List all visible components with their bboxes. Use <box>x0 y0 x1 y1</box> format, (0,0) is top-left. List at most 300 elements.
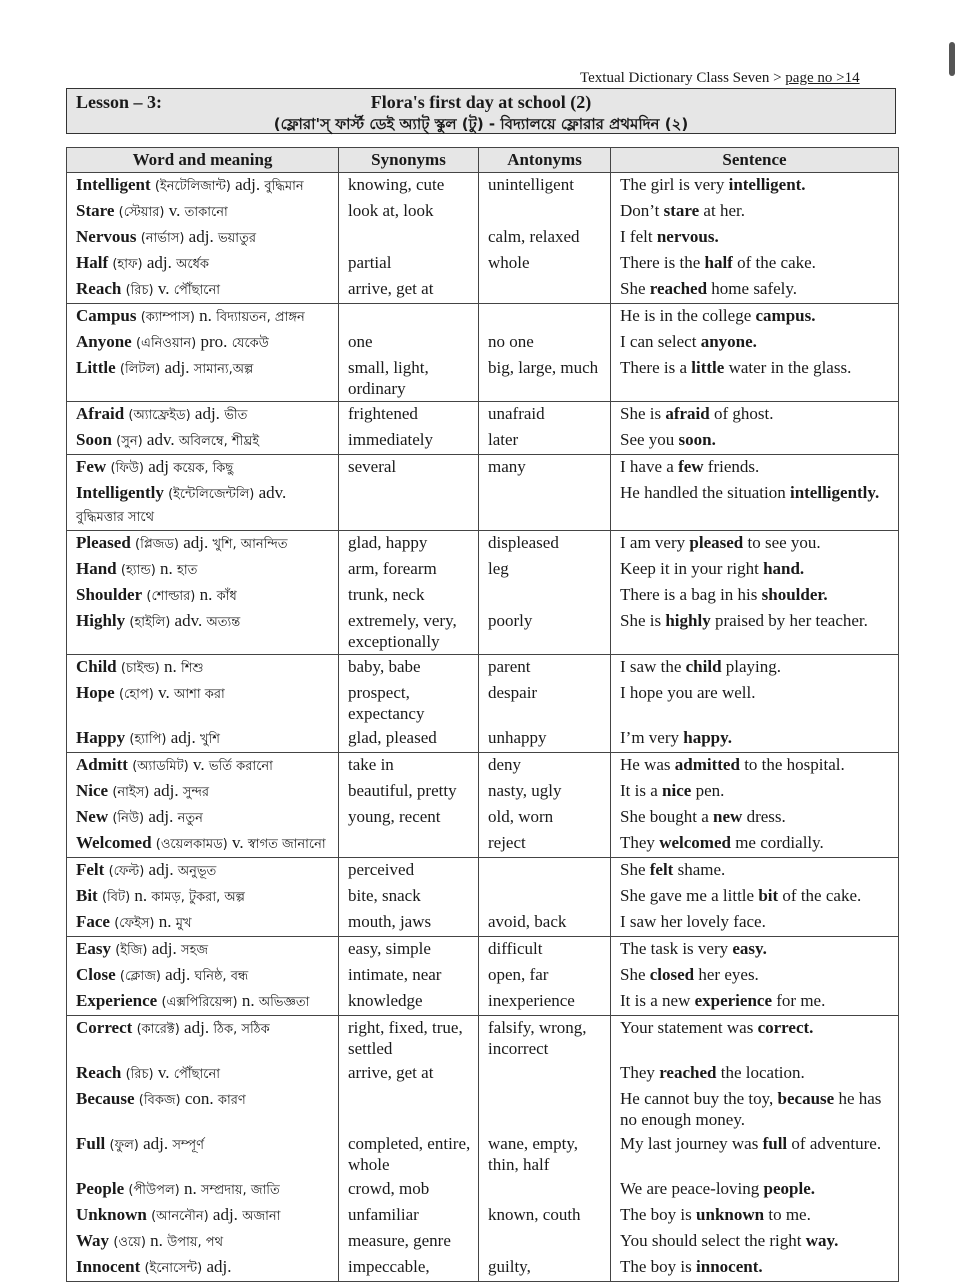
word-pronunciation: (ক্লোজ) <box>119 969 161 984</box>
sentence-text-end: to me. <box>764 1205 811 1224</box>
synonyms-cell: glad, happy <box>339 531 479 558</box>
sentence-keyword: hand. <box>763 559 805 578</box>
antonyms-cell: many <box>479 455 611 482</box>
sentence-cell <box>611 330 899 356</box>
word-term: Intelligently <box>76 483 164 502</box>
sentence-text: He was <box>620 755 675 774</box>
table-row <box>67 1255 899 1282</box>
synonyms-cell: arrive, get at <box>339 277 479 304</box>
antonyms-cell: deny <box>479 753 611 780</box>
synonyms-cell: partial <box>339 251 479 277</box>
synonyms-cell: small, light, ordinary <box>339 356 479 402</box>
vocabulary-table <box>66 147 899 1282</box>
sentence-cell <box>611 583 899 609</box>
sentence-text: There is a bag in his <box>620 585 762 604</box>
sentence-text: She <box>620 279 650 298</box>
synonyms-cell: unfamiliar <box>339 1203 479 1229</box>
word-meaning: ঠিক, সঠিক <box>213 1022 270 1037</box>
sentence-text: You should select the right <box>620 1231 806 1250</box>
word-part-of-speech: adj. <box>148 860 174 879</box>
antonyms-cell: nasty, ugly <box>479 779 611 805</box>
word-meaning: তাকানো <box>184 205 228 220</box>
sentence-text: My last journey was <box>620 1134 763 1153</box>
sentence-cell <box>611 726 899 753</box>
word-term: Unknown <box>76 1205 147 1224</box>
synonyms-cell: beautiful, pretty <box>339 779 479 805</box>
sentence-text: I hope you are well. <box>620 683 756 702</box>
sentence-text: Don’t <box>620 201 664 220</box>
word-pronunciation: (রিচ) <box>125 283 154 298</box>
word-meaning: মুখ <box>175 916 192 931</box>
word-cell <box>67 1229 339 1255</box>
sentence-text-end: dress. <box>742 807 786 826</box>
word-cell <box>67 557 339 583</box>
word-meaning: পৌঁছানো <box>173 283 220 298</box>
synonyms-cell: knowing, cute <box>339 173 479 200</box>
word-meaning: ভর্তি করানো <box>208 759 273 774</box>
sentence-keyword: new <box>713 807 743 826</box>
word-cell <box>67 481 339 531</box>
sentence-keyword: because <box>777 1089 835 1108</box>
sentence-keyword: unknown <box>696 1205 765 1224</box>
word-part-of-speech: n. <box>241 991 255 1010</box>
word-meaning: অজানা <box>242 1209 281 1224</box>
sentence-keyword: correct. <box>757 1018 814 1037</box>
sentence-keyword: little <box>691 358 725 377</box>
sentence-cell <box>611 831 899 858</box>
sentence-cell <box>611 1177 899 1203</box>
word-part-of-speech: v. <box>157 279 170 298</box>
sentence-cell <box>611 609 899 655</box>
word-cell <box>67 402 339 429</box>
table-row <box>67 583 899 609</box>
word-cell <box>67 1177 339 1203</box>
word-pronunciation: (হাইলি) <box>129 615 171 630</box>
antonyms-cell: avoid, back <box>479 910 611 937</box>
sentence-keyword: child <box>685 657 722 676</box>
word-term: Easy <box>76 939 111 958</box>
sentence-keyword: experience <box>694 991 772 1010</box>
word-part-of-speech: con. <box>184 1089 214 1108</box>
sentence-cell <box>611 655 899 682</box>
synonyms-cell: immediately <box>339 428 479 455</box>
word-pronunciation: (এনিওয়ান) <box>135 336 197 351</box>
word-pronunciation: (ফেল্ট) <box>108 864 145 879</box>
sentence-text: I have a <box>620 457 679 476</box>
antonyms-cell: displeased <box>479 531 611 558</box>
table-row <box>67 1061 899 1087</box>
table-row <box>67 531 899 558</box>
sentence-text: The task is very <box>620 939 733 958</box>
word-part-of-speech: adj <box>148 457 169 476</box>
word-term: Soon <box>76 430 112 449</box>
sentence-keyword: happy. <box>683 728 732 747</box>
sentence-keyword: closed <box>649 965 695 984</box>
antonyms-cell: unintelligent <box>479 173 611 200</box>
word-meaning: ভয়াতুর <box>217 231 256 246</box>
word-part-of-speech: adj. <box>212 1205 238 1224</box>
synonyms-cell: several <box>339 455 479 482</box>
word-term: Reach <box>76 279 122 298</box>
word-cell <box>67 1255 339 1282</box>
antonyms-cell: big, large, much <box>479 356 611 402</box>
synonyms-cell <box>339 304 479 331</box>
sentence-keyword: people. <box>763 1179 816 1198</box>
table-row <box>67 1087 899 1132</box>
antonyms-cell: calm, relaxed <box>479 225 611 251</box>
word-part-of-speech: adj. <box>170 728 196 747</box>
sentence-keyword: shoulder. <box>761 585 828 604</box>
table-row <box>67 1229 899 1255</box>
word-cell <box>67 1016 339 1062</box>
word-meaning: কয়েক, কিছু <box>173 461 234 476</box>
lesson-title-bangla: (ফ্লোরা'স্ ফার্স্ট ডেই অ্যাট্ স্কুল (টু) - বিদ্যালয়ে ফ্লোরার প্রথমদিন (২) <box>273 115 689 133</box>
word-cell <box>67 655 339 682</box>
sentence-text-end: at her. <box>699 201 745 220</box>
word-cell <box>67 779 339 805</box>
word-pronunciation: (বিট) <box>101 890 131 905</box>
sentence-text-end: shame. <box>673 860 726 879</box>
word-meaning: সুন্দর <box>182 785 210 800</box>
sentence-text: I am very <box>620 533 690 552</box>
sentence-keyword: welcomed <box>659 833 731 852</box>
synonyms-cell <box>339 225 479 251</box>
sentence-keyword: intelligently. <box>789 483 880 502</box>
lesson-label: Lesson – 3: <box>76 92 163 112</box>
antonyms-cell <box>479 884 611 910</box>
word-term: Afraid <box>76 404 125 423</box>
table-row <box>67 937 899 964</box>
word-part-of-speech: v. <box>168 201 181 220</box>
synonyms-cell <box>339 481 479 531</box>
word-meaning: সম্পূর্ণ <box>172 1138 204 1153</box>
sentence-text: I can select <box>620 332 701 351</box>
word-term: Experience <box>76 991 158 1010</box>
sentence-text: There is a <box>620 358 692 377</box>
word-meaning: কামড়, টুকরা, অল্প <box>151 890 245 905</box>
antonyms-cell <box>479 583 611 609</box>
antonyms-cell: inexperience <box>479 989 611 1016</box>
table-row <box>67 356 899 402</box>
word-part-of-speech: adj. <box>153 781 179 800</box>
word-term: Nervous <box>76 227 137 246</box>
table-row <box>67 277 899 304</box>
word-part-of-speech: n. <box>164 657 177 676</box>
antonyms-cell: open, far <box>479 963 611 989</box>
word-part-of-speech: adv. <box>258 483 287 502</box>
synonyms-cell: extremely, very, exceptionally <box>339 609 479 655</box>
word-cell <box>67 858 339 885</box>
word-cell <box>67 1203 339 1229</box>
synonyms-cell: arrive, get at <box>339 1061 479 1087</box>
lesson-title-english: Flora's first day at school (2) <box>370 92 592 112</box>
sentence-text-end: of adventure. <box>787 1134 882 1153</box>
sentence-text: The girl is very <box>620 175 729 194</box>
column-header-word: Word and meaning <box>67 148 339 173</box>
sentence-text: They <box>620 833 660 852</box>
synonyms-cell: one <box>339 330 479 356</box>
sentence-text-end: of the cake. <box>778 886 862 905</box>
antonyms-cell <box>479 304 611 331</box>
sentence-cell <box>611 173 899 200</box>
word-pronunciation: (রিচ) <box>125 1067 154 1082</box>
sentence-cell <box>611 805 899 831</box>
word-term: Shoulder <box>76 585 143 604</box>
word-term: Few <box>76 457 107 476</box>
vocabulary-table-body <box>67 173 899 1282</box>
sentence-keyword: innocent. <box>696 1257 763 1276</box>
sentence-cell <box>611 304 899 331</box>
sentence-cell <box>611 557 899 583</box>
synonyms-cell: young, recent <box>339 805 479 831</box>
word-pronunciation: (হাফ) <box>112 257 143 272</box>
synonyms-cell: glad, pleased <box>339 726 479 753</box>
sentence-cell <box>611 199 899 225</box>
antonyms-cell <box>479 1087 611 1132</box>
word-pronunciation: (অ্যাফ্রেইড) <box>128 408 191 423</box>
antonyms-cell <box>479 1177 611 1203</box>
word-part-of-speech: adj. <box>148 807 174 826</box>
synonyms-cell: knowledge <box>339 989 479 1016</box>
sentence-cell <box>611 858 899 885</box>
word-part-of-speech: n. <box>160 559 173 578</box>
table-row <box>67 779 899 805</box>
word-term: Highly <box>76 611 126 630</box>
word-term: Because <box>76 1089 135 1108</box>
synonyms-cell <box>339 1087 479 1132</box>
word-cell <box>67 173 339 200</box>
word-part-of-speech: adv. <box>174 611 203 630</box>
word-meaning: আশা করা <box>173 687 225 702</box>
word-meaning: অভিজ্ঞতা <box>258 995 310 1010</box>
word-pronunciation: (নিউ) <box>112 811 145 826</box>
word-meaning: হাত <box>177 563 198 578</box>
sentence-keyword: reached <box>649 279 708 298</box>
word-pronunciation: (চাইল্ড) <box>120 661 160 676</box>
antonyms-cell: unhappy <box>479 726 611 753</box>
sentence-text-end: for me. <box>772 991 826 1010</box>
word-part-of-speech: n. <box>158 912 172 931</box>
word-meaning: বুদ্ধিমান <box>264 179 304 194</box>
table-row <box>67 455 899 482</box>
synonyms-cell: right, fixed, true, settled <box>339 1016 479 1062</box>
word-part-of-speech: n. <box>150 1231 163 1250</box>
sentence-text: It is a <box>620 781 663 800</box>
word-part-of-speech: adj. <box>151 939 177 958</box>
sentence-text: She <box>620 965 650 984</box>
antonyms-cell <box>479 481 611 531</box>
table-row <box>67 225 899 251</box>
antonyms-cell <box>479 1061 611 1087</box>
sentence-cell <box>611 531 899 558</box>
page-ref-text: Textual Dictionary Class Seven > <box>580 70 786 86</box>
word-pronunciation: (নার্ভাস) <box>140 231 185 246</box>
sentence-keyword: easy. <box>732 939 767 958</box>
antonyms-cell: wane, empty, thin, half <box>479 1132 611 1177</box>
sentence-text: There is the <box>620 253 705 272</box>
sentence-keyword: felt <box>649 860 674 879</box>
synonyms-cell: bite, snack <box>339 884 479 910</box>
sentence-cell <box>611 1132 899 1177</box>
synonyms-cell: take in <box>339 753 479 780</box>
word-cell <box>67 583 339 609</box>
sentence-cell <box>611 481 899 531</box>
word-part-of-speech: pro. <box>200 332 228 351</box>
word-term: Close <box>76 965 116 984</box>
antonyms-cell <box>479 277 611 304</box>
sentence-cell <box>611 1255 899 1282</box>
sentence-cell <box>611 681 899 726</box>
sentence-text: She gave me a little <box>620 886 759 905</box>
word-cell <box>67 831 339 858</box>
word-pronunciation: (শোল্ডার) <box>146 589 196 604</box>
table-header-row <box>67 148 899 173</box>
word-pronunciation: (হোপ) <box>118 687 154 702</box>
word-pronunciation: (ফুল) <box>109 1138 139 1153</box>
sentence-cell <box>611 277 899 304</box>
sentence-text: She <box>620 860 650 879</box>
word-cell <box>67 753 339 780</box>
word-pronunciation: (নাইস) <box>112 785 150 800</box>
word-pronunciation: (এক্সপিরিয়েন্স) <box>161 995 238 1010</box>
antonyms-cell: reject <box>479 831 611 858</box>
word-cell <box>67 884 339 910</box>
synonyms-cell: intimate, near <box>339 963 479 989</box>
synonyms-cell: look at, look <box>339 199 479 225</box>
sentence-text-end: friends. <box>703 457 760 476</box>
column-header-antonyms: Antonyms <box>479 148 611 173</box>
sentence-cell <box>611 1087 899 1132</box>
table-row <box>67 989 899 1016</box>
sentence-keyword: anyone. <box>700 332 757 351</box>
word-pronunciation: (ওয়েলকামড) <box>155 837 228 852</box>
word-cell <box>67 609 339 655</box>
word-pronunciation: (ফিউ) <box>110 461 144 476</box>
word-meaning: যেকেউ <box>231 336 269 351</box>
word-term: Pleased <box>76 533 131 552</box>
sentence-cell <box>611 251 899 277</box>
word-term: Reach <box>76 1063 122 1082</box>
word-part-of-speech: adj. <box>146 253 172 272</box>
word-meaning: ভীত <box>224 408 248 423</box>
sentence-keyword: campus. <box>755 306 816 325</box>
word-term: Campus <box>76 306 137 325</box>
word-part-of-speech: v. <box>158 683 170 702</box>
word-term: Nice <box>76 781 109 800</box>
antonyms-cell: later <box>479 428 611 455</box>
word-term: Little <box>76 358 116 377</box>
word-cell <box>67 910 339 937</box>
table-row <box>67 805 899 831</box>
word-cell <box>67 225 339 251</box>
sentence-keyword: reached <box>659 1063 717 1082</box>
sentence-cell <box>611 356 899 402</box>
word-meaning: ঘনিষ্ঠ, বন্ধ <box>194 969 249 984</box>
word-part-of-speech: adj. <box>235 175 261 194</box>
table-row <box>67 963 899 989</box>
word-meaning: খুশি <box>199 732 220 747</box>
table-row <box>67 753 899 780</box>
antonyms-cell: no one <box>479 330 611 356</box>
word-term: Bit <box>76 886 98 905</box>
word-part-of-speech: adj. <box>164 358 190 377</box>
sentence-text: See you <box>620 430 679 449</box>
sentence-text-end: the location. <box>716 1063 805 1082</box>
sentence-keyword: intelligent. <box>728 175 806 194</box>
sentence-text-end: to the hospital. <box>739 755 845 774</box>
synonyms-cell: prospect, expectancy <box>339 681 479 726</box>
word-part-of-speech: adv. <box>146 430 175 449</box>
antonyms-cell: parent <box>479 655 611 682</box>
sentence-cell <box>611 989 899 1016</box>
sentence-text-end: pen. <box>691 781 725 800</box>
word-pronunciation: (হ্যান্ড) <box>120 563 156 578</box>
word-part-of-speech: adj. <box>184 1018 210 1037</box>
word-term: Hope <box>76 683 115 702</box>
word-cell <box>67 531 339 558</box>
sentence-keyword: stare <box>663 201 700 220</box>
sentence-keyword: admitted <box>674 755 740 774</box>
word-meaning: শিশু <box>181 661 204 676</box>
sentence-text: He handled the situation <box>620 483 790 502</box>
sentence-text-end: to see you. <box>743 533 821 552</box>
word-part-of-speech: n. <box>134 886 148 905</box>
word-term: Way <box>76 1231 110 1250</box>
word-cell <box>67 805 339 831</box>
sentence-text: She bought a <box>620 807 714 826</box>
word-cell <box>67 989 339 1016</box>
word-pronunciation: (ক্যাম্পাস) <box>140 310 195 325</box>
word-cell <box>67 1132 339 1177</box>
column-header-sentence: Sentence <box>611 148 899 173</box>
word-cell <box>67 277 339 304</box>
table-row <box>67 1203 899 1229</box>
sentence-keyword: afraid <box>665 404 710 423</box>
sentence-keyword: pleased <box>689 533 744 552</box>
sentence-cell <box>611 884 899 910</box>
sentence-keyword: nice <box>662 781 692 800</box>
word-pronunciation: (ফেইস) <box>114 916 155 931</box>
sentence-text: I saw her lovely face. <box>620 912 766 931</box>
word-part-of-speech: adj. <box>194 404 220 423</box>
word-meaning: অবিলম্বে, শীঘ্রই <box>178 434 260 449</box>
table-row <box>67 655 899 682</box>
sentence-text: Keep it in your right <box>620 559 764 578</box>
table-row <box>67 1132 899 1177</box>
sentence-text: We are peace-loving <box>620 1179 764 1198</box>
word-term: Intelligent <box>76 175 151 194</box>
sentence-keyword: nervous. <box>656 227 719 246</box>
table-row <box>67 304 899 331</box>
synonyms-cell: measure, genre <box>339 1229 479 1255</box>
word-pronunciation: (ইন্টেলিজেন্টলি) <box>168 487 255 502</box>
word-pronunciation: (ইনোসেন্ট) <box>144 1261 203 1276</box>
word-pronunciation: (ইজি) <box>115 943 148 958</box>
sentence-text: She is <box>620 611 666 630</box>
word-part-of-speech: n. <box>183 1179 197 1198</box>
sentence-cell <box>611 779 899 805</box>
word-term: Child <box>76 657 117 676</box>
word-part-of-speech: v. <box>231 833 244 852</box>
sentence-text: I’m very <box>620 728 684 747</box>
synonyms-cell: easy, simple <box>339 937 479 964</box>
word-pronunciation: (প্লিজড) <box>135 537 179 552</box>
sentence-text: He cannot buy the toy, <box>620 1089 778 1108</box>
antonyms-cell <box>479 199 611 225</box>
scrollbar-thumb[interactable] <box>949 42 955 76</box>
word-part-of-speech: v. <box>157 1063 170 1082</box>
sentence-cell <box>611 402 899 429</box>
